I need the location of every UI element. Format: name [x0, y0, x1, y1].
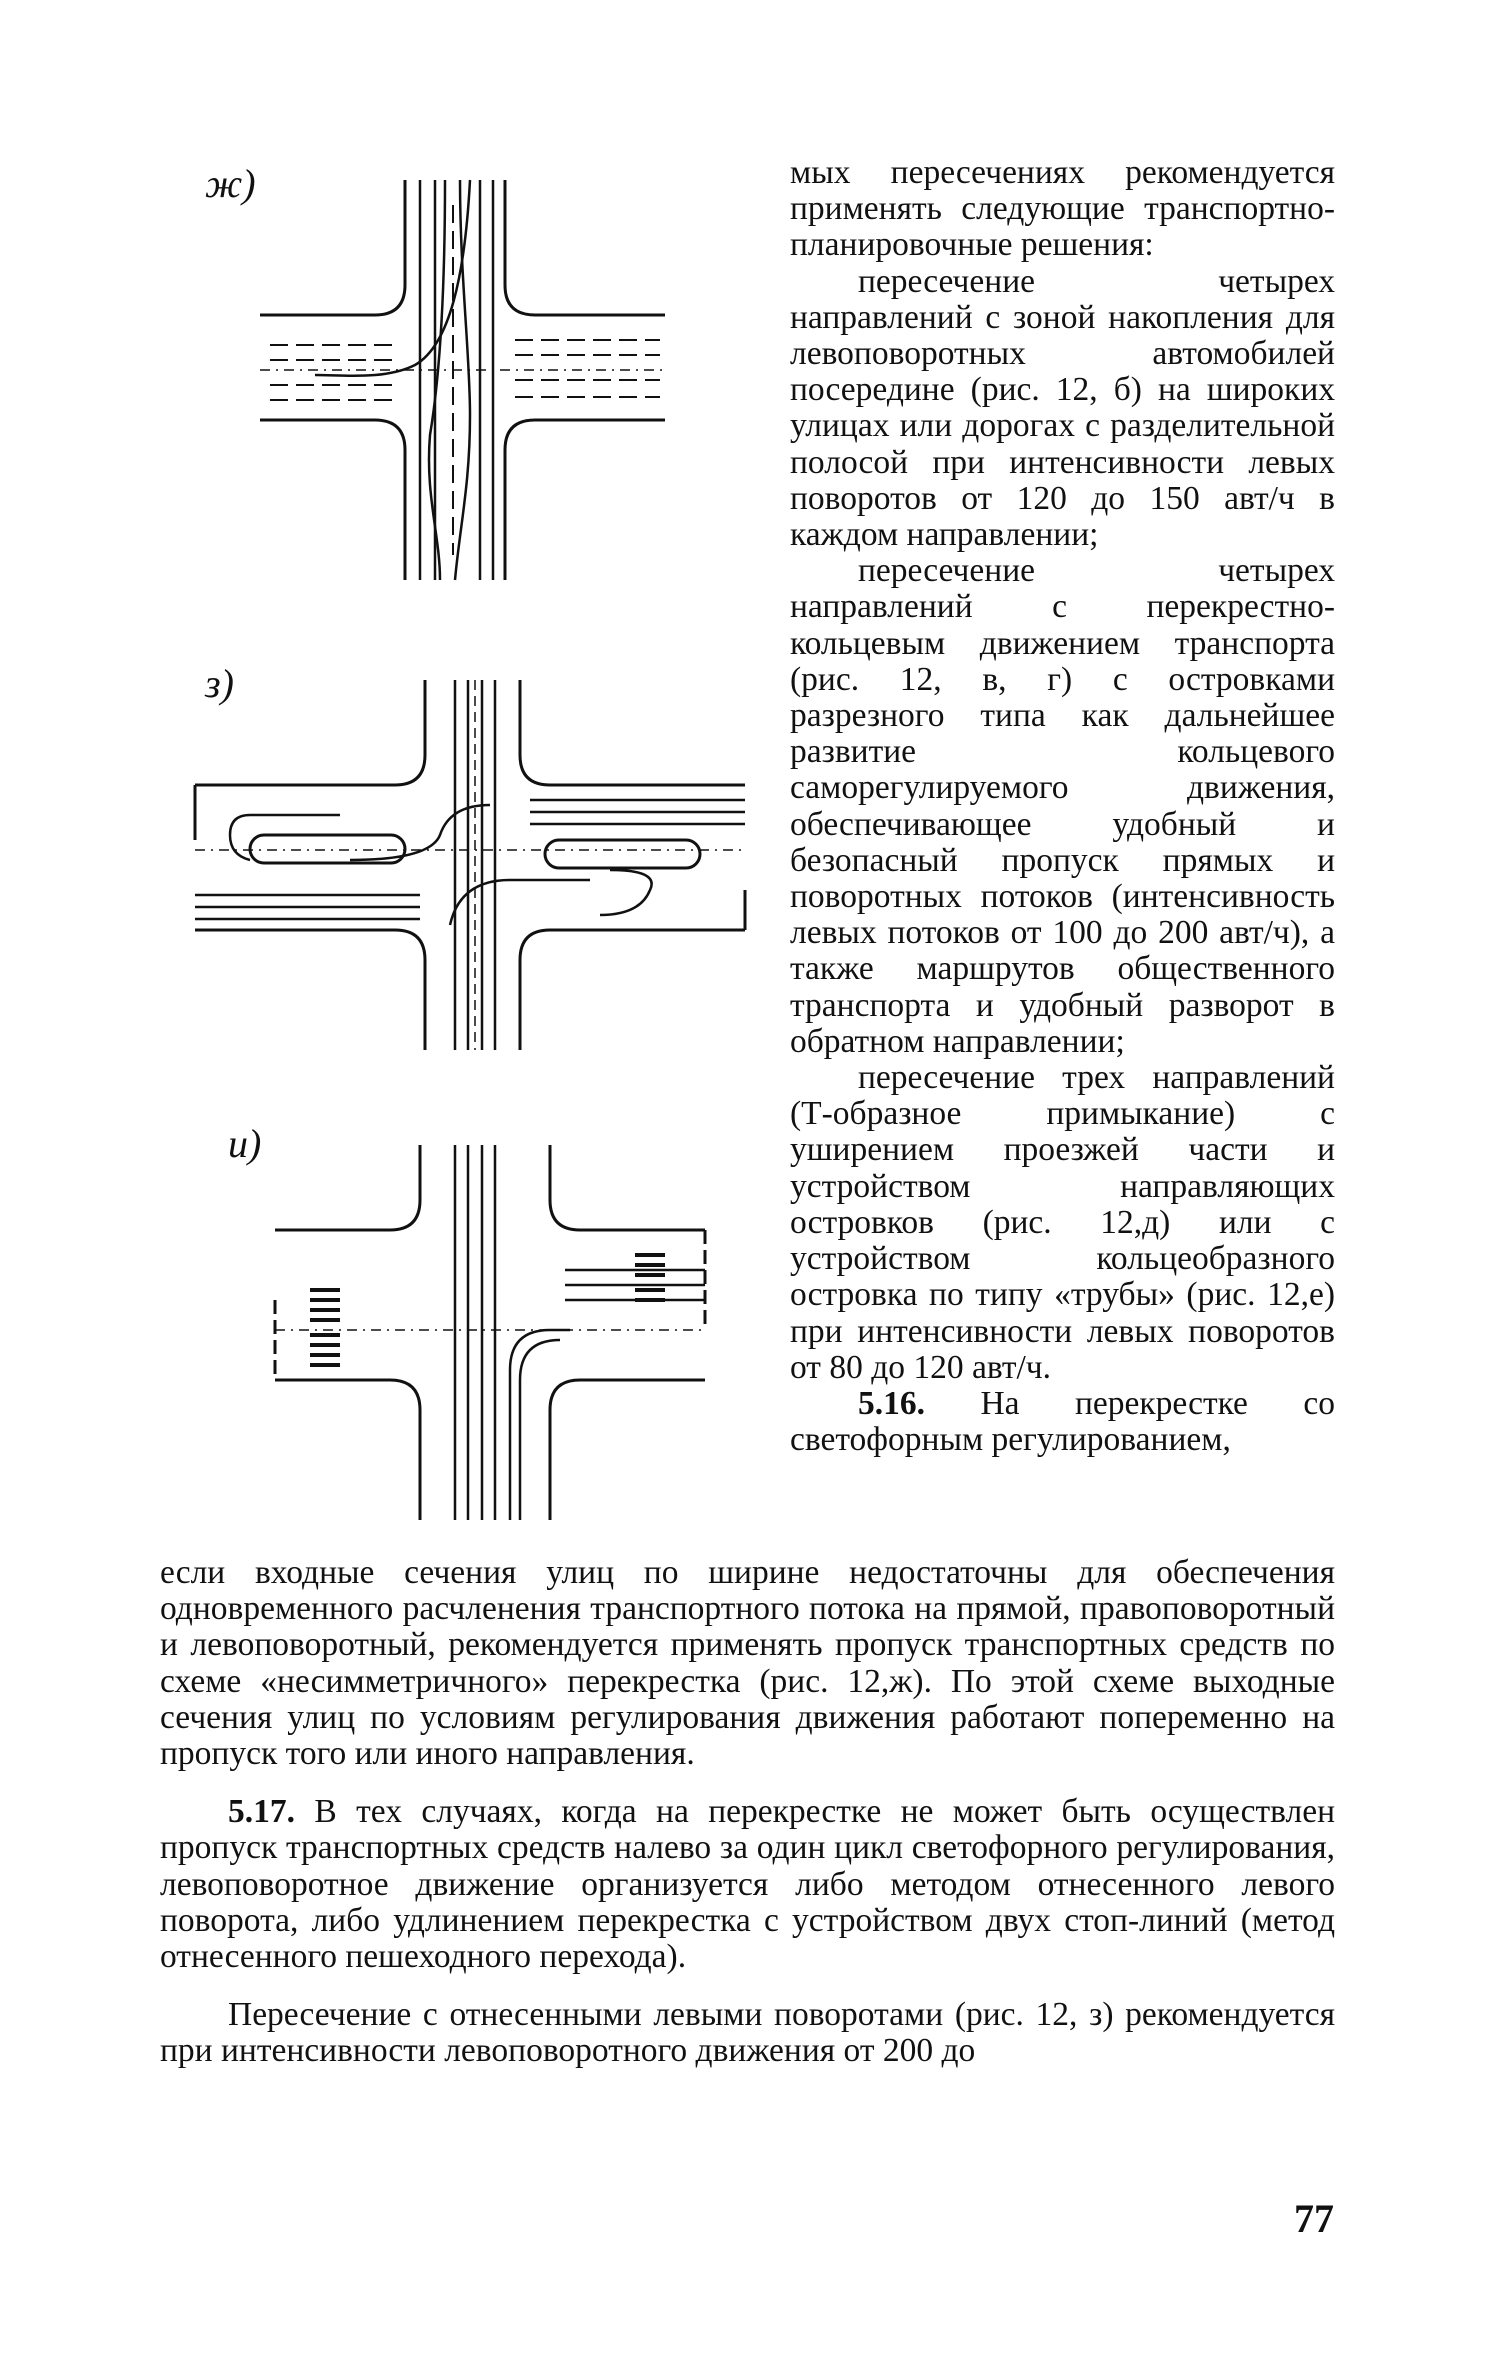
section-517	[160, 1794, 1335, 1975]
full-width-text	[160, 1555, 1335, 2070]
section-516-start	[790, 1386, 1335, 1458]
last-paragraph: Пересечение с отнесенными левыми поворотами (рис. 12, з) рекомендуется при интенсивности левоповоротного движения от 200 до	[160, 1996, 1335, 2070]
figure-label-zh: ж)	[205, 161, 256, 206]
section-516-column-text: На перекрестке со светофорным регулированием,	[790, 1384, 1335, 1459]
figure-label-i: и)	[228, 1121, 262, 1166]
figure-label-z: з)	[205, 661, 234, 706]
column-paragraph-3: пересечение трех направлений (Т-образное примыкание) с уширением проезжей части и устройством направляющих островков (рис. 12,д) или с устройством кольцеобразного островка по типу «трубы» (рис. 12,е) при интенсивности левых поворотов от 80 до 120 авт/ч.	[790, 1059, 1335, 1386]
section-517-text: В тех случаях, когда на перекрестке не может быть осуществлен пропуск транспортных средств налево за один цикл светофорного регулирования, левоповоротное движение организуется либо методом отнесенного левого поворота, либо удлинением перекрестка с устройством двух стоп-линий (метод отнесенного пешеходного перехода).	[160, 1793, 1336, 1976]
section-516-continuation: если входные сечения улиц по ширине недостаточны для обеспечения одновременного расчленения транспортного потока на прямой, правоповоротный и левоповоротный, рекомендуется применять пропуск транспортных средств по схеме «несимметричного» перекрестка (рис. 12,ж). По этой схеме выходные сечения улиц по условиям регулирования движения работают попеременно на пропуск того или иного направления.	[160, 1554, 1335, 1773]
page-number: 77	[1294, 2196, 1334, 2241]
section-516-number: 5.16.	[858, 1384, 925, 1422]
column-paragraph-0: мых пересечениях рекомендуется применять следующие транспортно-планировочные решения:	[790, 154, 1335, 264]
figure-z-displaced-left-turns	[190, 675, 750, 1055]
column-paragraph-2: пересечение четырех направлений с перекрестно-кольцевым движением транспорта (рис. 12, в, г) с островками разрезного типа как дальнейшее развитие кольцевого саморегулируемого движения, обеспечивающее удобный и безопасный пропуск прямых и поворотных потоков (интенсивность левых потоков от 100 до 200 авт/ч), а также маршрутов общественного транспорта и удобный разворот в обратном направлении;	[790, 552, 1335, 1060]
section-517-number: 5.17.	[228, 1793, 295, 1831]
column-paragraph-1: пересечение четырех направлений с зоной накопления для левоповоротных автомобилей посередине (рис. 12, б) на широких улицах или дорогах с разделительной полосой при интенсивности левых поворотов от 120 до 150 авт/ч в каждом направлении;	[790, 262, 1335, 554]
right-column-text	[790, 155, 1335, 1458]
figure-i-extended-intersection	[270, 1140, 710, 1525]
figure-zh-asymmetric-intersection	[255, 175, 675, 585]
